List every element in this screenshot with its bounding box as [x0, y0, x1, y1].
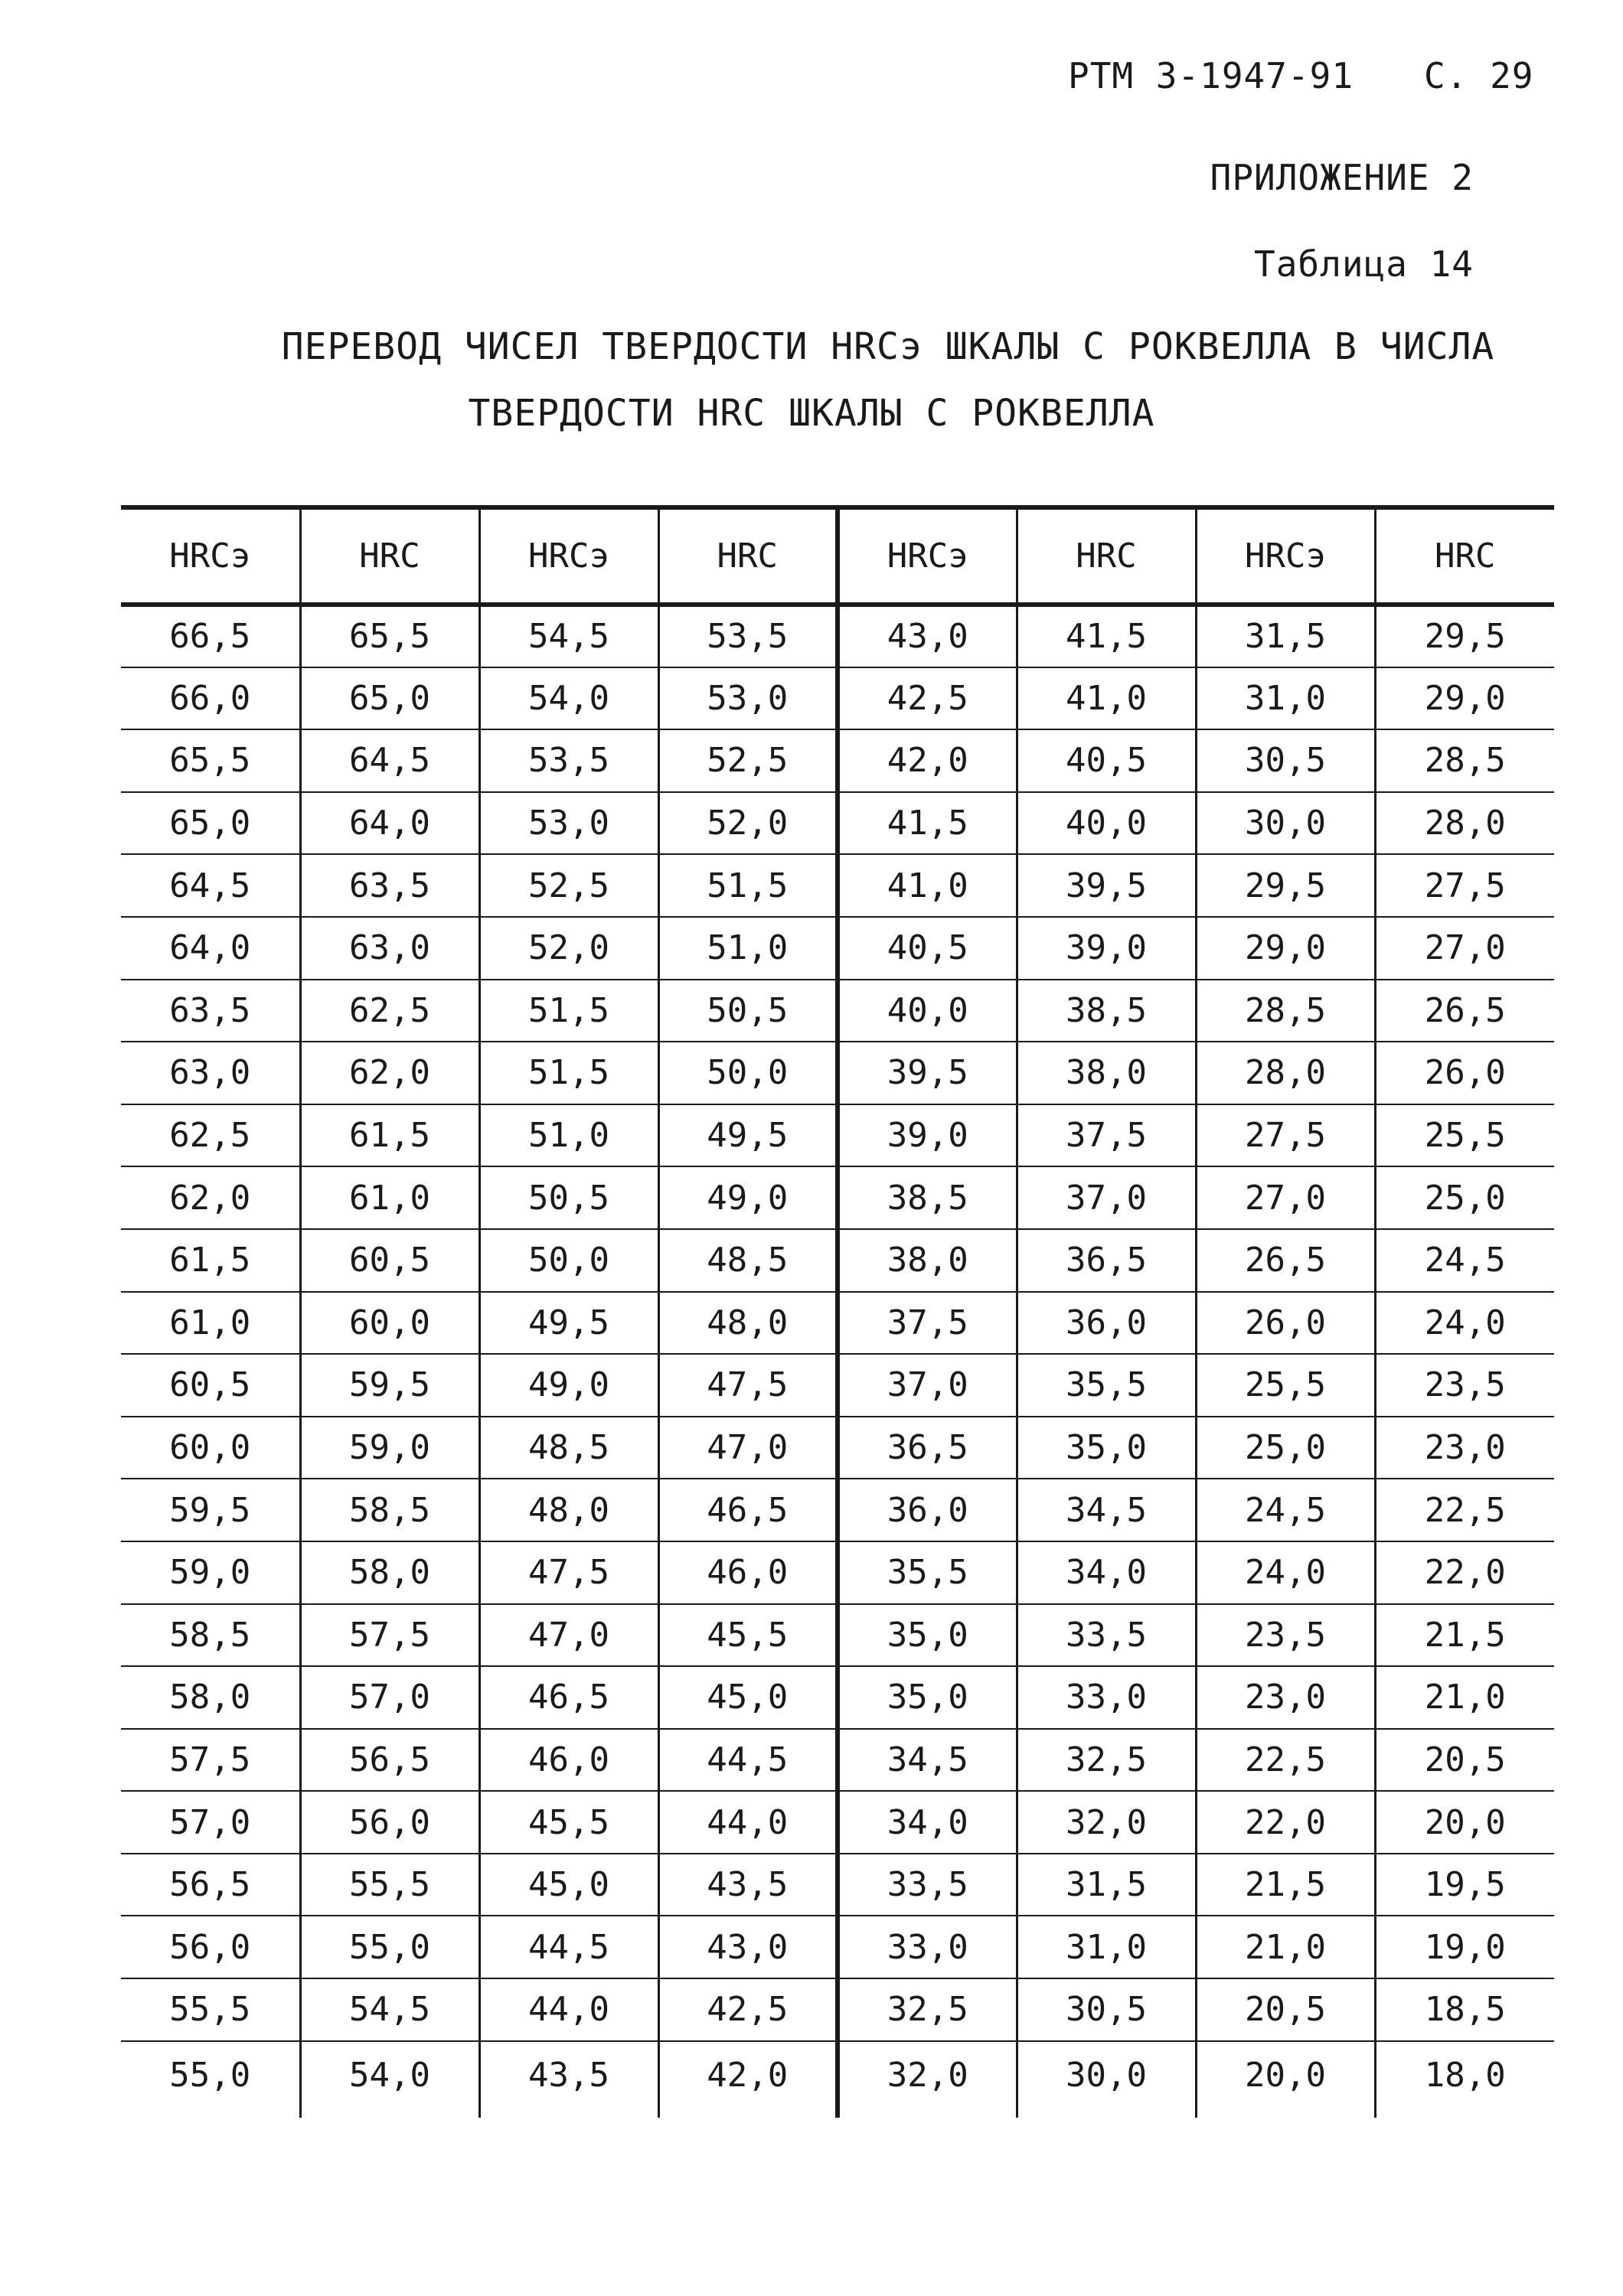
table-cell: 22,0: [1375, 1541, 1554, 1604]
table-cell: 19,5: [1375, 1854, 1554, 1916]
table-cell: 30,0: [1017, 2041, 1196, 2118]
table-cell: 43,0: [658, 1916, 838, 1978]
table-cell: 38,0: [838, 1229, 1017, 1292]
table-cell: 56,5: [300, 1729, 479, 1792]
page-number: С. 29: [1424, 55, 1534, 96]
table-cell: 24,0: [1375, 1292, 1554, 1355]
table-cell: 19,0: [1375, 1916, 1554, 1978]
table-cell: 25,0: [1196, 1417, 1375, 1479]
table-cell: 59,5: [300, 1354, 479, 1417]
table-cell: 39,5: [1017, 854, 1196, 917]
table-cell: 37,5: [1017, 1104, 1196, 1167]
table-cell: 46,5: [479, 1666, 658, 1729]
table-cell: 29,5: [1196, 854, 1375, 917]
table-cell: 34,5: [1017, 1479, 1196, 1541]
table-cell: 50,5: [658, 980, 838, 1042]
table-cell: 24,5: [1375, 1229, 1554, 1292]
table-cell: 33,5: [1017, 1604, 1196, 1667]
table-cell: 25,5: [1375, 1104, 1554, 1167]
table-header-row: [121, 507, 1554, 605]
table-cell: 27,0: [1196, 1166, 1375, 1229]
table-cell: 28,5: [1375, 729, 1554, 792]
table-cell: 47,0: [658, 1417, 838, 1479]
table-cell: 51,0: [479, 1104, 658, 1167]
table-cell: 64,5: [169, 866, 251, 905]
table-row: [121, 1978, 1554, 2041]
table-cell: 46,0: [658, 1541, 838, 1604]
table-cell: 31,0: [1196, 667, 1375, 730]
table-cell: 29,0: [1375, 667, 1554, 730]
table-cell: 26,5: [1196, 1229, 1375, 1292]
table-cell: 47,5: [658, 1354, 838, 1417]
table-body: [121, 605, 1554, 2118]
table-cell: 53,0: [479, 792, 658, 855]
table-cell: 31,5: [1017, 1854, 1196, 1916]
table-cell: 21,5: [1375, 1604, 1554, 1667]
table-cell: 30,5: [1017, 1978, 1196, 2041]
table-cell: 45,0: [479, 1854, 658, 1916]
table-cell: 62,5: [169, 1116, 251, 1156]
table-cell: 36,0: [838, 1479, 1017, 1541]
table-cell: 31,0: [1017, 1916, 1196, 1978]
table-cell: 37,0: [838, 1354, 1017, 1417]
table-cell: 28,0: [1375, 792, 1554, 855]
table-cell: 56,0: [169, 1927, 251, 1967]
table-cell: 47,5: [479, 1541, 658, 1604]
table-row: [121, 854, 1554, 917]
table-cell: 44,0: [479, 1978, 658, 2041]
table-cell: 20,5: [1196, 1978, 1375, 2041]
table-cell: 40,5: [838, 917, 1017, 980]
table-cell: 23,5: [1375, 1354, 1554, 1417]
table-cell: 39,0: [838, 1104, 1017, 1167]
table-row: [121, 1541, 1554, 1604]
column-header: HRCэ: [838, 507, 1017, 605]
column-header: HRCэ: [479, 507, 658, 605]
table-cell: 59,5: [169, 1490, 251, 1530]
table-row: [121, 1791, 1554, 1854]
table-row: [121, 792, 1554, 855]
table-cell: 42,5: [838, 667, 1017, 730]
table-cell: 63,0: [300, 917, 479, 980]
table-cell: 38,5: [838, 1166, 1017, 1229]
table-cell: 62,5: [300, 980, 479, 1042]
table-cell: 53,5: [479, 729, 658, 792]
table-cell: 61,5: [169, 1241, 251, 1280]
table-cell: 44,5: [479, 1916, 658, 1978]
table-cell: 22,5: [1196, 1729, 1375, 1792]
table-cell: 62,0: [300, 1042, 479, 1104]
table-cell: 62,0: [169, 1178, 251, 1218]
table-cell: 52,0: [658, 792, 838, 855]
table-cell: 65,0: [169, 804, 251, 843]
table-cell: 64,5: [300, 729, 479, 792]
table-cell: 24,5: [1196, 1479, 1375, 1541]
appendix-label: ПРИЛОЖЕНИЕ 2: [1210, 157, 1474, 198]
table-row: [121, 917, 1554, 980]
table-cell: 51,5: [479, 1042, 658, 1104]
table-cell: 60,0: [300, 1292, 479, 1355]
table-cell: 57,5: [300, 1604, 479, 1667]
table-cell: 21,5: [1196, 1854, 1375, 1916]
table-cell: 61,0: [300, 1166, 479, 1229]
table-cell: 42,5: [658, 1978, 838, 2041]
table-row: [121, 1104, 1554, 1167]
table-cell: 23,0: [1196, 1666, 1375, 1729]
table-cell: 52,0: [479, 917, 658, 980]
table-cell: 20,5: [1375, 1729, 1554, 1792]
table-cell: 41,0: [838, 854, 1017, 917]
table-cell: 22,0: [1196, 1791, 1375, 1854]
table-row: [121, 729, 1554, 792]
table-cell: 63,5: [169, 990, 251, 1030]
table-cell: 53,0: [658, 667, 838, 730]
table-cell: 36,0: [1017, 1292, 1196, 1355]
table-cell: 57,5: [169, 1740, 251, 1779]
table-cell: 49,5: [658, 1104, 838, 1167]
table-cell: 43,0: [838, 605, 1017, 667]
table-cell: 37,5: [838, 1292, 1017, 1355]
table-cell: 56,0: [300, 1791, 479, 1854]
table-cell: 55,5: [169, 1990, 251, 2030]
table-cell: 49,5: [479, 1292, 658, 1355]
table-cell: 36,5: [1017, 1229, 1196, 1292]
column-header: HRCэ: [1196, 507, 1375, 605]
table-cell: 56,5: [169, 1865, 251, 1905]
table-cell: 35,0: [1017, 1417, 1196, 1479]
table-cell: 54,0: [300, 2041, 479, 2118]
table-cell: 59,0: [300, 1417, 479, 1479]
table-cell: 32,0: [838, 2041, 1017, 2118]
table-cell: 48,5: [658, 1229, 838, 1292]
table-row: [121, 667, 1554, 730]
document-code: РТМ 3-1947-91: [1068, 55, 1354, 96]
table-row: [121, 1354, 1554, 1417]
table-cell: 60,5: [300, 1229, 479, 1292]
table-cell: 58,0: [300, 1541, 479, 1604]
table-cell: 58,0: [169, 1678, 251, 1717]
table-row: [121, 1042, 1554, 1104]
table-cell: 45,5: [479, 1791, 658, 1854]
table-cell: 29,0: [1196, 917, 1375, 980]
table-cell: 49,0: [479, 1354, 658, 1417]
table-row: [121, 2041, 1554, 2118]
table-cell: 39,5: [838, 1042, 1017, 1104]
table-cell: 20,0: [1375, 1791, 1554, 1854]
column-header: HRC: [1017, 507, 1196, 605]
table-title-line-2: ТВЕРДОСТИ HRC ШКАЛЫ С РОКВЕЛЛА: [468, 392, 1155, 435]
table-cell: 27,0: [1375, 917, 1554, 980]
table-cell: 38,5: [1017, 980, 1196, 1042]
table-cell: 46,0: [479, 1729, 658, 1792]
table-cell: 25,5: [1196, 1354, 1375, 1417]
table-cell: 29,5: [1375, 605, 1554, 667]
table-cell: 58,5: [300, 1479, 479, 1541]
table-cell: 18,0: [1375, 2041, 1554, 2118]
table-cell: 64,0: [169, 928, 251, 968]
table-cell: 64,0: [300, 792, 479, 855]
table-cell: 63,5: [300, 854, 479, 917]
table-cell: 26,0: [1375, 1042, 1554, 1104]
table-row: [121, 605, 1554, 667]
table-cell: 33,5: [838, 1854, 1017, 1916]
table-cell: 35,0: [838, 1666, 1017, 1729]
table-cell: 22,5: [1375, 1479, 1554, 1541]
table-cell: 60,0: [169, 1428, 251, 1468]
table-cell: 27,5: [1375, 854, 1554, 917]
table-row: [121, 1229, 1554, 1292]
table-cell: 41,0: [1017, 667, 1196, 730]
table-cell: 57,0: [169, 1802, 251, 1842]
table-cell: 60,5: [169, 1365, 251, 1405]
table-cell: 65,0: [300, 667, 479, 730]
table-cell: 49,0: [658, 1166, 838, 1229]
table-cell: 43,5: [479, 2041, 658, 2118]
table-row: [121, 1417, 1554, 1479]
table-cell: 66,5: [169, 617, 251, 657]
table-cell: 53,5: [658, 605, 838, 667]
table-cell: 30,5: [1196, 729, 1375, 792]
table-cell: 26,5: [1375, 980, 1554, 1042]
table-cell: 43,5: [658, 1854, 838, 1916]
table-cell: 31,5: [1196, 605, 1375, 667]
table-cell: 33,0: [1017, 1666, 1196, 1729]
table-cell: 46,5: [658, 1479, 838, 1541]
table-cell: 30,0: [1196, 792, 1375, 855]
table-cell: 52,5: [658, 729, 838, 792]
table-cell: 65,5: [169, 741, 251, 781]
table-cell: 50,0: [658, 1042, 838, 1104]
table-cell: 32,5: [838, 1978, 1017, 2041]
table-cell: 66,0: [169, 678, 251, 718]
table-cell: 33,0: [838, 1916, 1017, 1978]
table-cell: 18,5: [1375, 1978, 1554, 2041]
table-cell: 32,0: [1017, 1791, 1196, 1854]
column-header: HRCэ: [169, 536, 251, 576]
table-cell: 40,5: [1017, 729, 1196, 792]
table-row: [121, 1479, 1554, 1541]
table-row: [121, 1666, 1554, 1729]
table-cell: 44,0: [658, 1791, 838, 1854]
table-row: [121, 1854, 1554, 1916]
table-cell: 44,5: [658, 1729, 838, 1792]
table-cell: 35,0: [838, 1604, 1017, 1667]
table-cell: 23,0: [1375, 1417, 1554, 1479]
table-cell: 61,0: [169, 1303, 251, 1342]
table-cell: 52,5: [479, 854, 658, 917]
table-cell: 45,5: [658, 1604, 838, 1667]
table-cell: 20,0: [1196, 2041, 1375, 2118]
table-cell: 24,0: [1196, 1541, 1375, 1604]
table-cell: 47,0: [479, 1604, 658, 1667]
table-cell: 45,0: [658, 1666, 838, 1729]
table-row: [121, 1292, 1554, 1355]
table-row: [121, 1166, 1554, 1229]
table-row: [121, 1729, 1554, 1792]
column-header: HRC: [300, 507, 479, 605]
table-row: [121, 1916, 1554, 1978]
table-cell: 54,5: [479, 605, 658, 667]
table-cell: 40,0: [1017, 792, 1196, 855]
table-cell: 41,5: [838, 792, 1017, 855]
table-cell: 42,0: [658, 2041, 838, 2118]
column-header: HRC: [1375, 507, 1554, 605]
table-cell: 23,5: [1196, 1604, 1375, 1667]
table-cell: 59,0: [169, 1553, 251, 1593]
table-cell: 41,5: [1017, 605, 1196, 667]
column-header: HRC: [658, 507, 838, 605]
table-cell: 51,5: [658, 854, 838, 917]
hardness-conversion-table: [121, 505, 1554, 2118]
table-cell: 35,5: [1017, 1354, 1196, 1417]
table-cell: 32,5: [1017, 1729, 1196, 1792]
table-cell: 54,5: [300, 1978, 479, 2041]
table-title-line-1: ПЕРЕВОД ЧИСЕЛ ТВЕРДОСТИ HRCэ ШКАЛЫ С РОКВЕЛЛА В ЧИСЛА: [281, 325, 1495, 368]
table-cell: 42,0: [838, 729, 1017, 792]
table-cell: 27,5: [1196, 1104, 1375, 1167]
table-cell: 26,0: [1196, 1292, 1375, 1355]
table-cell: 55,5: [300, 1854, 479, 1916]
table-cell: 63,0: [169, 1053, 251, 1093]
table-cell: 36,5: [838, 1417, 1017, 1479]
table-cell: 21,0: [1375, 1666, 1554, 1729]
table-cell: 61,5: [300, 1104, 479, 1167]
table-cell: 48,0: [658, 1292, 838, 1355]
table-cell: 21,0: [1196, 1916, 1375, 1978]
table-cell: 35,5: [838, 1541, 1017, 1604]
table-cell: 51,5: [479, 980, 658, 1042]
table-cell: 37,0: [1017, 1166, 1196, 1229]
table-cell: 50,0: [479, 1229, 658, 1292]
table-cell: 55,0: [169, 2055, 251, 2095]
table-cell: 28,0: [1196, 1042, 1375, 1104]
table-cell: 55,0: [300, 1916, 479, 1978]
table-number: Таблица 14: [1254, 243, 1474, 285]
table-cell: 65,5: [300, 605, 479, 667]
table-row: [121, 1604, 1554, 1667]
table-cell: 34,0: [1017, 1541, 1196, 1604]
table-cell: 40,0: [838, 980, 1017, 1042]
table-cell: 25,0: [1375, 1166, 1554, 1229]
table-cell: 34,0: [838, 1791, 1017, 1854]
table-cell: 48,0: [479, 1479, 658, 1541]
table-cell: 34,5: [838, 1729, 1017, 1792]
table-row: [121, 980, 1554, 1042]
table-cell: 57,0: [300, 1666, 479, 1729]
table-cell: 50,5: [479, 1166, 658, 1229]
table-cell: 54,0: [479, 667, 658, 730]
table-cell: 28,5: [1196, 980, 1375, 1042]
table-cell: 58,5: [169, 1615, 251, 1655]
table-cell: 39,0: [1017, 917, 1196, 980]
table-cell: 51,0: [658, 917, 838, 980]
table-cell: 48,5: [479, 1417, 658, 1479]
table-cell: 38,0: [1017, 1042, 1196, 1104]
